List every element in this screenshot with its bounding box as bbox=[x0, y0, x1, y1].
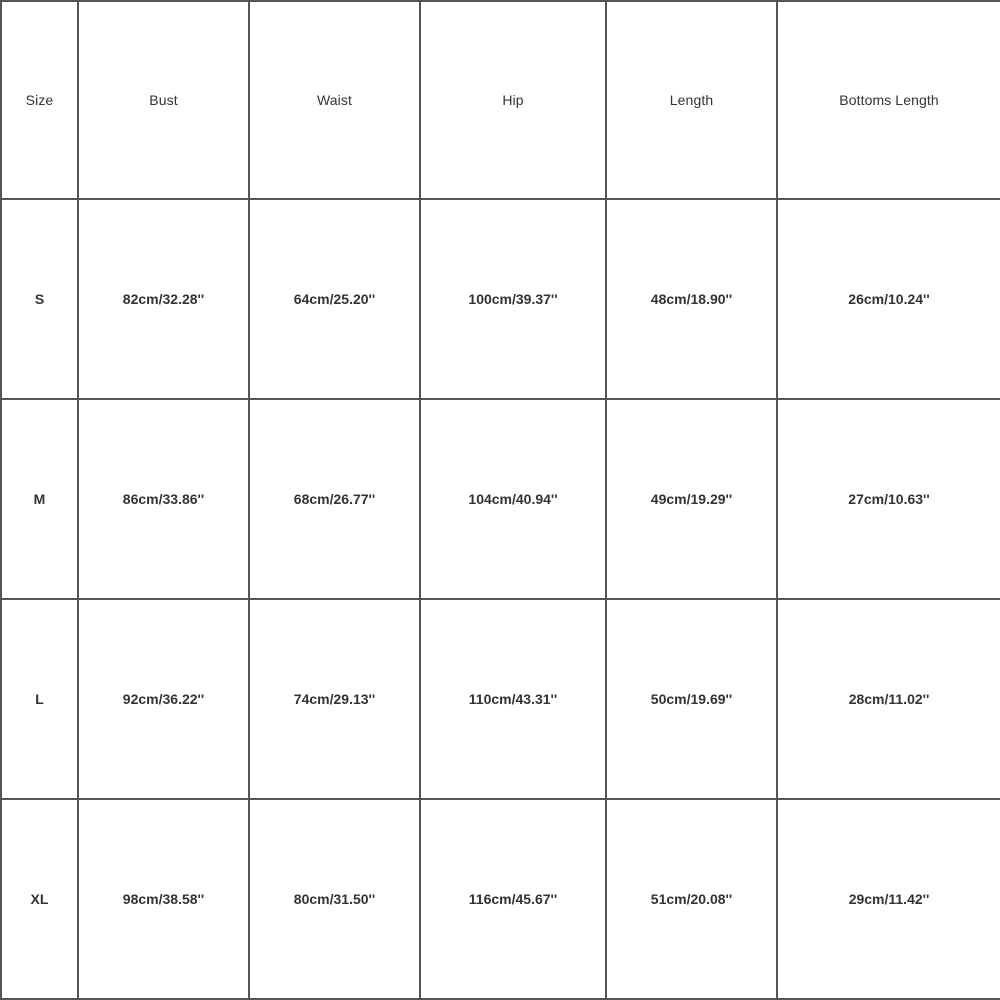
bottoms-length-cell: 26cm/10.24'' bbox=[777, 199, 1000, 399]
hip-cell: 116cm/45.67'' bbox=[420, 799, 606, 999]
header-bottoms-length: Bottoms Length bbox=[777, 1, 1000, 199]
table-row bbox=[1, 199, 1000, 399]
bust-cell: 86cm/33.86'' bbox=[78, 399, 249, 599]
hip-cell: 100cm/39.37'' bbox=[420, 199, 606, 399]
bust-cell: 98cm/38.58'' bbox=[78, 799, 249, 999]
hip-cell: 104cm/40.94'' bbox=[420, 399, 606, 599]
length-cell: 49cm/19.29'' bbox=[606, 399, 777, 599]
length-cell: 48cm/18.90'' bbox=[606, 199, 777, 399]
waist-cell: 80cm/31.50'' bbox=[249, 799, 420, 999]
header-bust: Bust bbox=[78, 1, 249, 199]
table-row bbox=[1, 599, 1000, 799]
hip-cell: 110cm/43.31'' bbox=[420, 599, 606, 799]
size-cell: L bbox=[1, 599, 78, 799]
bottoms-length-cell: 28cm/11.02'' bbox=[777, 599, 1000, 799]
table-row bbox=[1, 799, 1000, 999]
length-cell: 51cm/20.08'' bbox=[606, 799, 777, 999]
bust-cell: 82cm/32.28'' bbox=[78, 199, 249, 399]
bottoms-length-cell: 29cm/11.42'' bbox=[777, 799, 1000, 999]
header-row bbox=[1, 1, 1000, 199]
length-cell: 50cm/19.69'' bbox=[606, 599, 777, 799]
waist-cell: 64cm/25.20'' bbox=[249, 199, 420, 399]
header-size: Size bbox=[1, 1, 78, 199]
size-cell: XL bbox=[1, 799, 78, 999]
table-row bbox=[1, 399, 1000, 599]
header-waist: Waist bbox=[249, 1, 420, 199]
header-hip: Hip bbox=[420, 1, 606, 199]
waist-cell: 74cm/29.13'' bbox=[249, 599, 420, 799]
bust-cell: 92cm/36.22'' bbox=[78, 599, 249, 799]
bottoms-length-cell: 27cm/10.63'' bbox=[777, 399, 1000, 599]
size-cell: S bbox=[1, 199, 78, 399]
size-cell: M bbox=[1, 399, 78, 599]
waist-cell: 68cm/26.77'' bbox=[249, 399, 420, 599]
header-length: Length bbox=[606, 1, 777, 199]
